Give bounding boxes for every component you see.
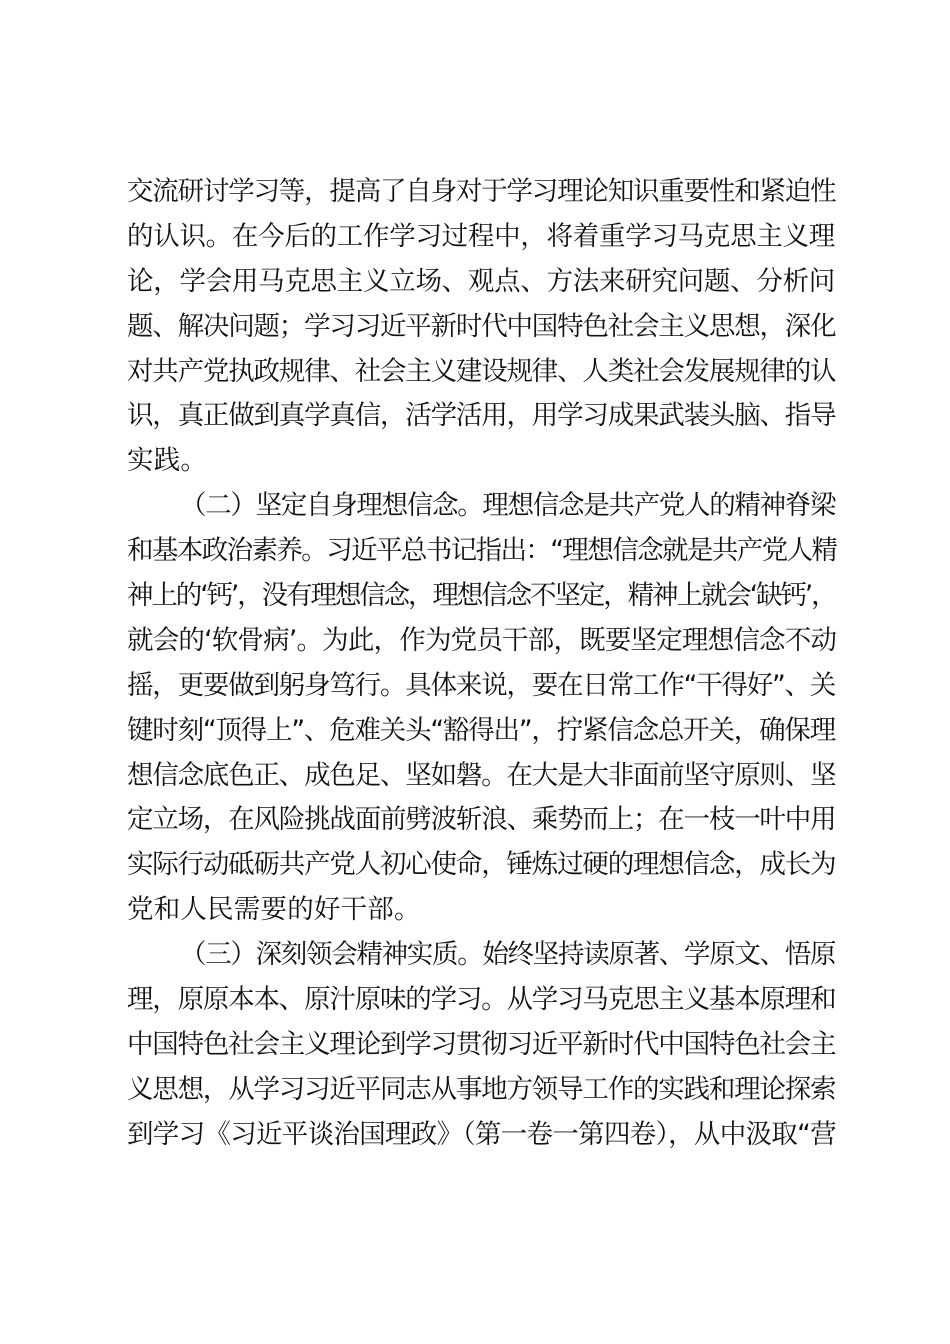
text-line: 中国特色社会主义理论到学习贯彻习近平新时代中国特色社会主 xyxy=(127,1028,836,1060)
text-line: 的认识。在今后的工作学习过程中，将着重学习马克思主义理 xyxy=(127,220,835,252)
text-line: 实际行动砥砺共产党人初心使命，锤炼过硬的理想信念，成长为 xyxy=(127,849,836,881)
document-body xyxy=(127,170,835,1158)
text-line: （二）坚定自身理想信念。理想信念是共产党人的精神脊梁 xyxy=(180,490,836,522)
text-line: 党和人民需要的好干部。 xyxy=(127,894,421,926)
text-line: 实践。 xyxy=(127,445,208,477)
text-line: 义思想，从学习习近平同志从事地方领导工作的实践和理论探索 xyxy=(127,1073,836,1105)
text-line: 论，学会用马克思主义立场、观点、方法来研究问题、分析问 xyxy=(127,265,835,297)
text-line: （三）深刻领会精神实质。始终坚持读原著、学原文、悟原 xyxy=(180,939,836,971)
paragraph-spiritual-essence xyxy=(127,933,835,1157)
text-line: 和基本政治素养。习近平总书记指出：“理想信念就是共产党人精 xyxy=(127,535,837,567)
paragraph-continuation xyxy=(127,170,835,484)
text-line: 神上的‘钙’，没有理想信念，理想信念不坚定，精神上就会‘缺钙’， xyxy=(127,580,836,612)
text-line: 摇，更要做到躬身笃行。具体来说，要在日常工作“干得好”、关 xyxy=(127,669,836,701)
text-line: 理，原原本本、原汁原味的学习。从学习马克思主义基本原理和 xyxy=(127,984,836,1016)
text-line: 键时刻“顶得上”、危难关头“豁得出”，拧紧信念总开关，确保理 xyxy=(127,714,835,746)
text-line: 交流研讨学习等，提高了自身对于学习理论知识重要性和紧迫性 xyxy=(127,176,836,207)
text-line: 对共产党执政规律、社会主义建设规律、人类社会发展规律的认 xyxy=(127,355,836,387)
text-line: 就会的‘软骨病’。为此，作为党员干部，既要坚定理想信念不动 xyxy=(127,624,837,656)
text-line: 想信念底色正、成色足、坚如磐。在大是大非面前坚守原则、坚 xyxy=(127,759,836,791)
text-line: 到学习《习近平谈治国理政》（第一卷一第四卷），从中汲取“营 xyxy=(127,1118,836,1150)
paragraph-ideals-and-beliefs xyxy=(127,484,835,933)
text-line: 识，真正做到真学真信，活学活用，用学习成果武装头脑、指导 xyxy=(127,400,836,432)
text-line: 题、解决问题；学习习近平新时代中国特色社会主义思想，深化 xyxy=(127,310,836,342)
text-line: 定立场，在风险挑战面前劈波斩浪、乘势而上；在一枝一叶中用 xyxy=(127,804,836,836)
